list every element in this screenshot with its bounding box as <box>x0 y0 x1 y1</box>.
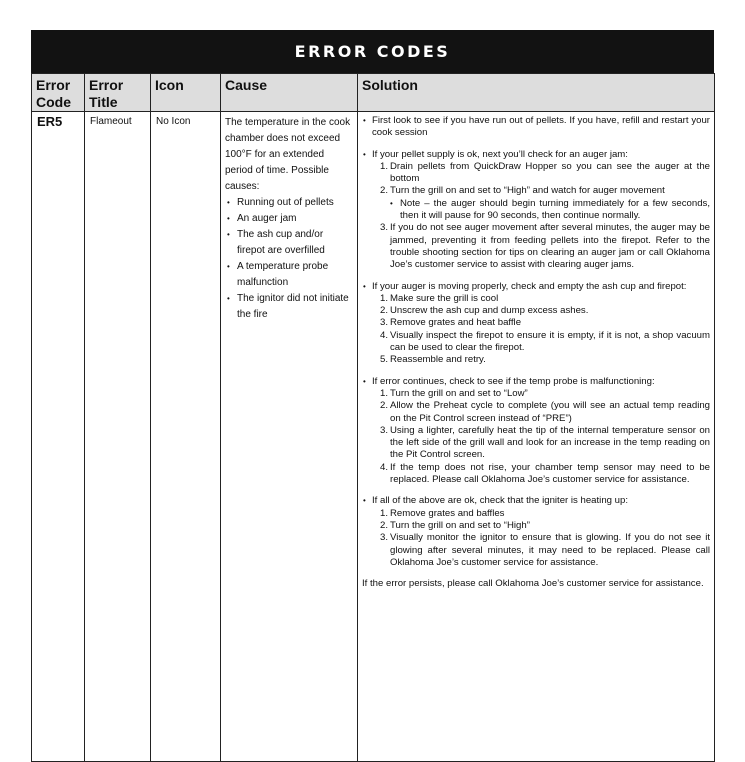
solution-ash-cup <box>362 281 710 367</box>
list-item: 1. Remove grates and baffles <box>380 507 505 519</box>
list-item: 4. If the temp does not rise, your chamber temp sensor may need to be replaced. Please call Oklahoma Joe’s customer service for assistance. <box>380 461 710 486</box>
solution-step-lead: • First look to see if you have run out of pellets. If you have, refill and restart your cook session <box>362 115 710 140</box>
list-item: 1. Make sure the grill is cool <box>380 292 499 304</box>
cause-item: • Running out of pellets <box>225 195 353 211</box>
solution-pellets <box>362 115 710 140</box>
step-text: If you do not see auger movement after several minutes, the auger may be jammed, preventing it from feeding pellets into the firepot. Refer to the trouble shooting section for tips on clearing an auger jam or call Oklahoma Joe’s customer service to assist with clearing auger jams. <box>390 222 710 271</box>
header-icon: Icon <box>151 74 221 112</box>
list-item: 3. Visually monitor the ignitor to ensure that is glowing. If you do not see it glowing after several minutes, it may need to be replaced. Please call Oklahoma Joe’s customer service for assistance. <box>380 532 710 568</box>
cause-item: • The ash cup and/or firepot are overfilled <box>225 227 353 259</box>
list-item: 5. Reassemble and retry. <box>380 354 486 366</box>
cause-item: • The ignitor did not initiate the fire <box>225 291 353 323</box>
step-text: Turn the grill on and set to “High” and watch for auger movement <box>390 185 665 197</box>
list-item: 3. If you do not see auger movement after several minutes, the auger may be jammed, preventing it from feeding pellets into the firepot. Refer to the trouble shooting section for tips on clearing an auger jam or call Oklahoma Joe’s customer service to assist with clearing auger jams. <box>380 222 710 271</box>
step-text: Drain pellets from QuickDraw Hopper so you can see the auger at the bottom <box>390 160 710 185</box>
solution-step-lead: • If your auger is moving properly, check and empty the ash cup and firepot: <box>362 281 710 293</box>
cause-list <box>225 195 353 323</box>
temp-probe-steps <box>362 388 710 486</box>
cause-item: • An auger jam <box>225 211 353 227</box>
solution-igniter <box>362 495 710 569</box>
error-codes-table <box>31 73 715 762</box>
solution-step-lead: • If error continues, check to see if the temp probe is malfunctioning: <box>362 376 710 388</box>
cell-cause <box>221 112 358 762</box>
step-text: Make sure the grill is cool <box>390 292 499 304</box>
list-item: 2. Allow the Preheat cycle to complete (you will see an actual temp reading on the Pit Control screen instead of “PRE”) <box>380 400 710 424</box>
cell-icon: No Icon <box>151 112 221 762</box>
step-text: Turn the grill on and set to “High” <box>390 519 530 531</box>
list-item: 4. Visually inspect the firepot to ensure it is empty, if it is not, a shop vacuum can be used to clear the firepot. <box>380 329 710 354</box>
solution-temp-probe <box>362 376 710 487</box>
step-text: Visually inspect the firepot to ensure it is empty, if it is not, a shop vacuum can be used to clear the firepot. <box>390 329 710 354</box>
step-text: Remove grates and baffles <box>390 507 505 519</box>
step-text: Unscrew the ash cup and dump excess ashes. <box>390 305 589 317</box>
solution-auger-jam <box>362 149 710 272</box>
banner-title: ERROR CODES <box>294 42 451 61</box>
list-item: 2. Unscrew the ash cup and dump excess ashes. <box>380 305 589 317</box>
header-solution: Solution <box>358 74 715 112</box>
header-cause: Cause <box>221 74 358 112</box>
list-item: 1. Drain pellets from QuickDraw Hopper so you can see the auger at the bottom <box>380 160 710 185</box>
cell-solution <box>358 112 715 762</box>
step-text: Visually monitor the ignitor to ensure that is glowing. If you do not see it glowing after several minutes, it may need to be replaced. Please call Oklahoma Joe’s customer service for assistance. <box>390 532 710 568</box>
step-text: Allow the Preheat cycle to complete (you will see an actual temp reading on the Pit Control screen instead of “PRE”) <box>390 400 710 424</box>
list-item: 3. Using a lighter, carefully heat the tip of the internal temperature sensor on the left side of the grill wall and look for an increase in the temp reading on the Pit Control screen. <box>380 424 710 461</box>
cell-error-title: Flameout <box>85 112 151 762</box>
step-text: Remove grates and heat baffle <box>390 317 522 329</box>
auger-steps <box>362 161 710 272</box>
table-header-row <box>32 74 715 112</box>
step-text: Using a lighter, carefully heat the tip of the internal temperature sensor on the left side of the grill wall and look for an increase in the temp reading on the Pit Control screen. <box>390 424 710 461</box>
list-item: 1. Turn the grill on and set to “Low” <box>380 387 528 399</box>
solution-final-note: If the error persists, please call Oklahoma Joe’s customer service for assistance. <box>362 578 704 590</box>
header-error-title: Error Title <box>85 74 151 112</box>
igniter-steps <box>362 508 710 569</box>
error-codes-sheet <box>31 30 714 762</box>
step-text: If the temp does not rise, your chamber temp sensor may need to be replaced. Please call Oklahoma Joe’s customer service for assistance. <box>390 461 710 486</box>
step-text: Reassemble and retry. <box>390 354 486 366</box>
error-codes-banner <box>31 30 714 73</box>
solution-step-lead: • If your pellet supply is ok, next you’ll check for an auger jam: <box>362 149 710 161</box>
cell-error-code: ER5 <box>32 112 85 762</box>
list-item: 3. Remove grates and heat baffle <box>380 317 522 329</box>
list-item: 2. Turn the grill on and set to “High” <box>380 519 530 531</box>
table-row <box>32 112 715 762</box>
ash-cup-steps <box>362 293 710 367</box>
note: • Note – the auger should begin turning immediately for a few seconds, then it will pause for 90 seconds, then continue normally. <box>362 198 710 223</box>
cause-intro: The temperature in the cook chamber does not exceed 100°F for an extended period of time. Possible causes: <box>225 117 351 192</box>
header-error-code: Error Code <box>32 74 85 112</box>
list-item: 2. Turn the grill on and set to “High” and watch for auger movement <box>380 185 665 197</box>
step-text: Turn the grill on and set to “Low” <box>390 387 528 399</box>
solution-step-lead: • If all of the above are ok, check that the igniter is heating up: <box>362 495 710 507</box>
cause-item: • A temperature probe malfunction <box>225 259 353 291</box>
